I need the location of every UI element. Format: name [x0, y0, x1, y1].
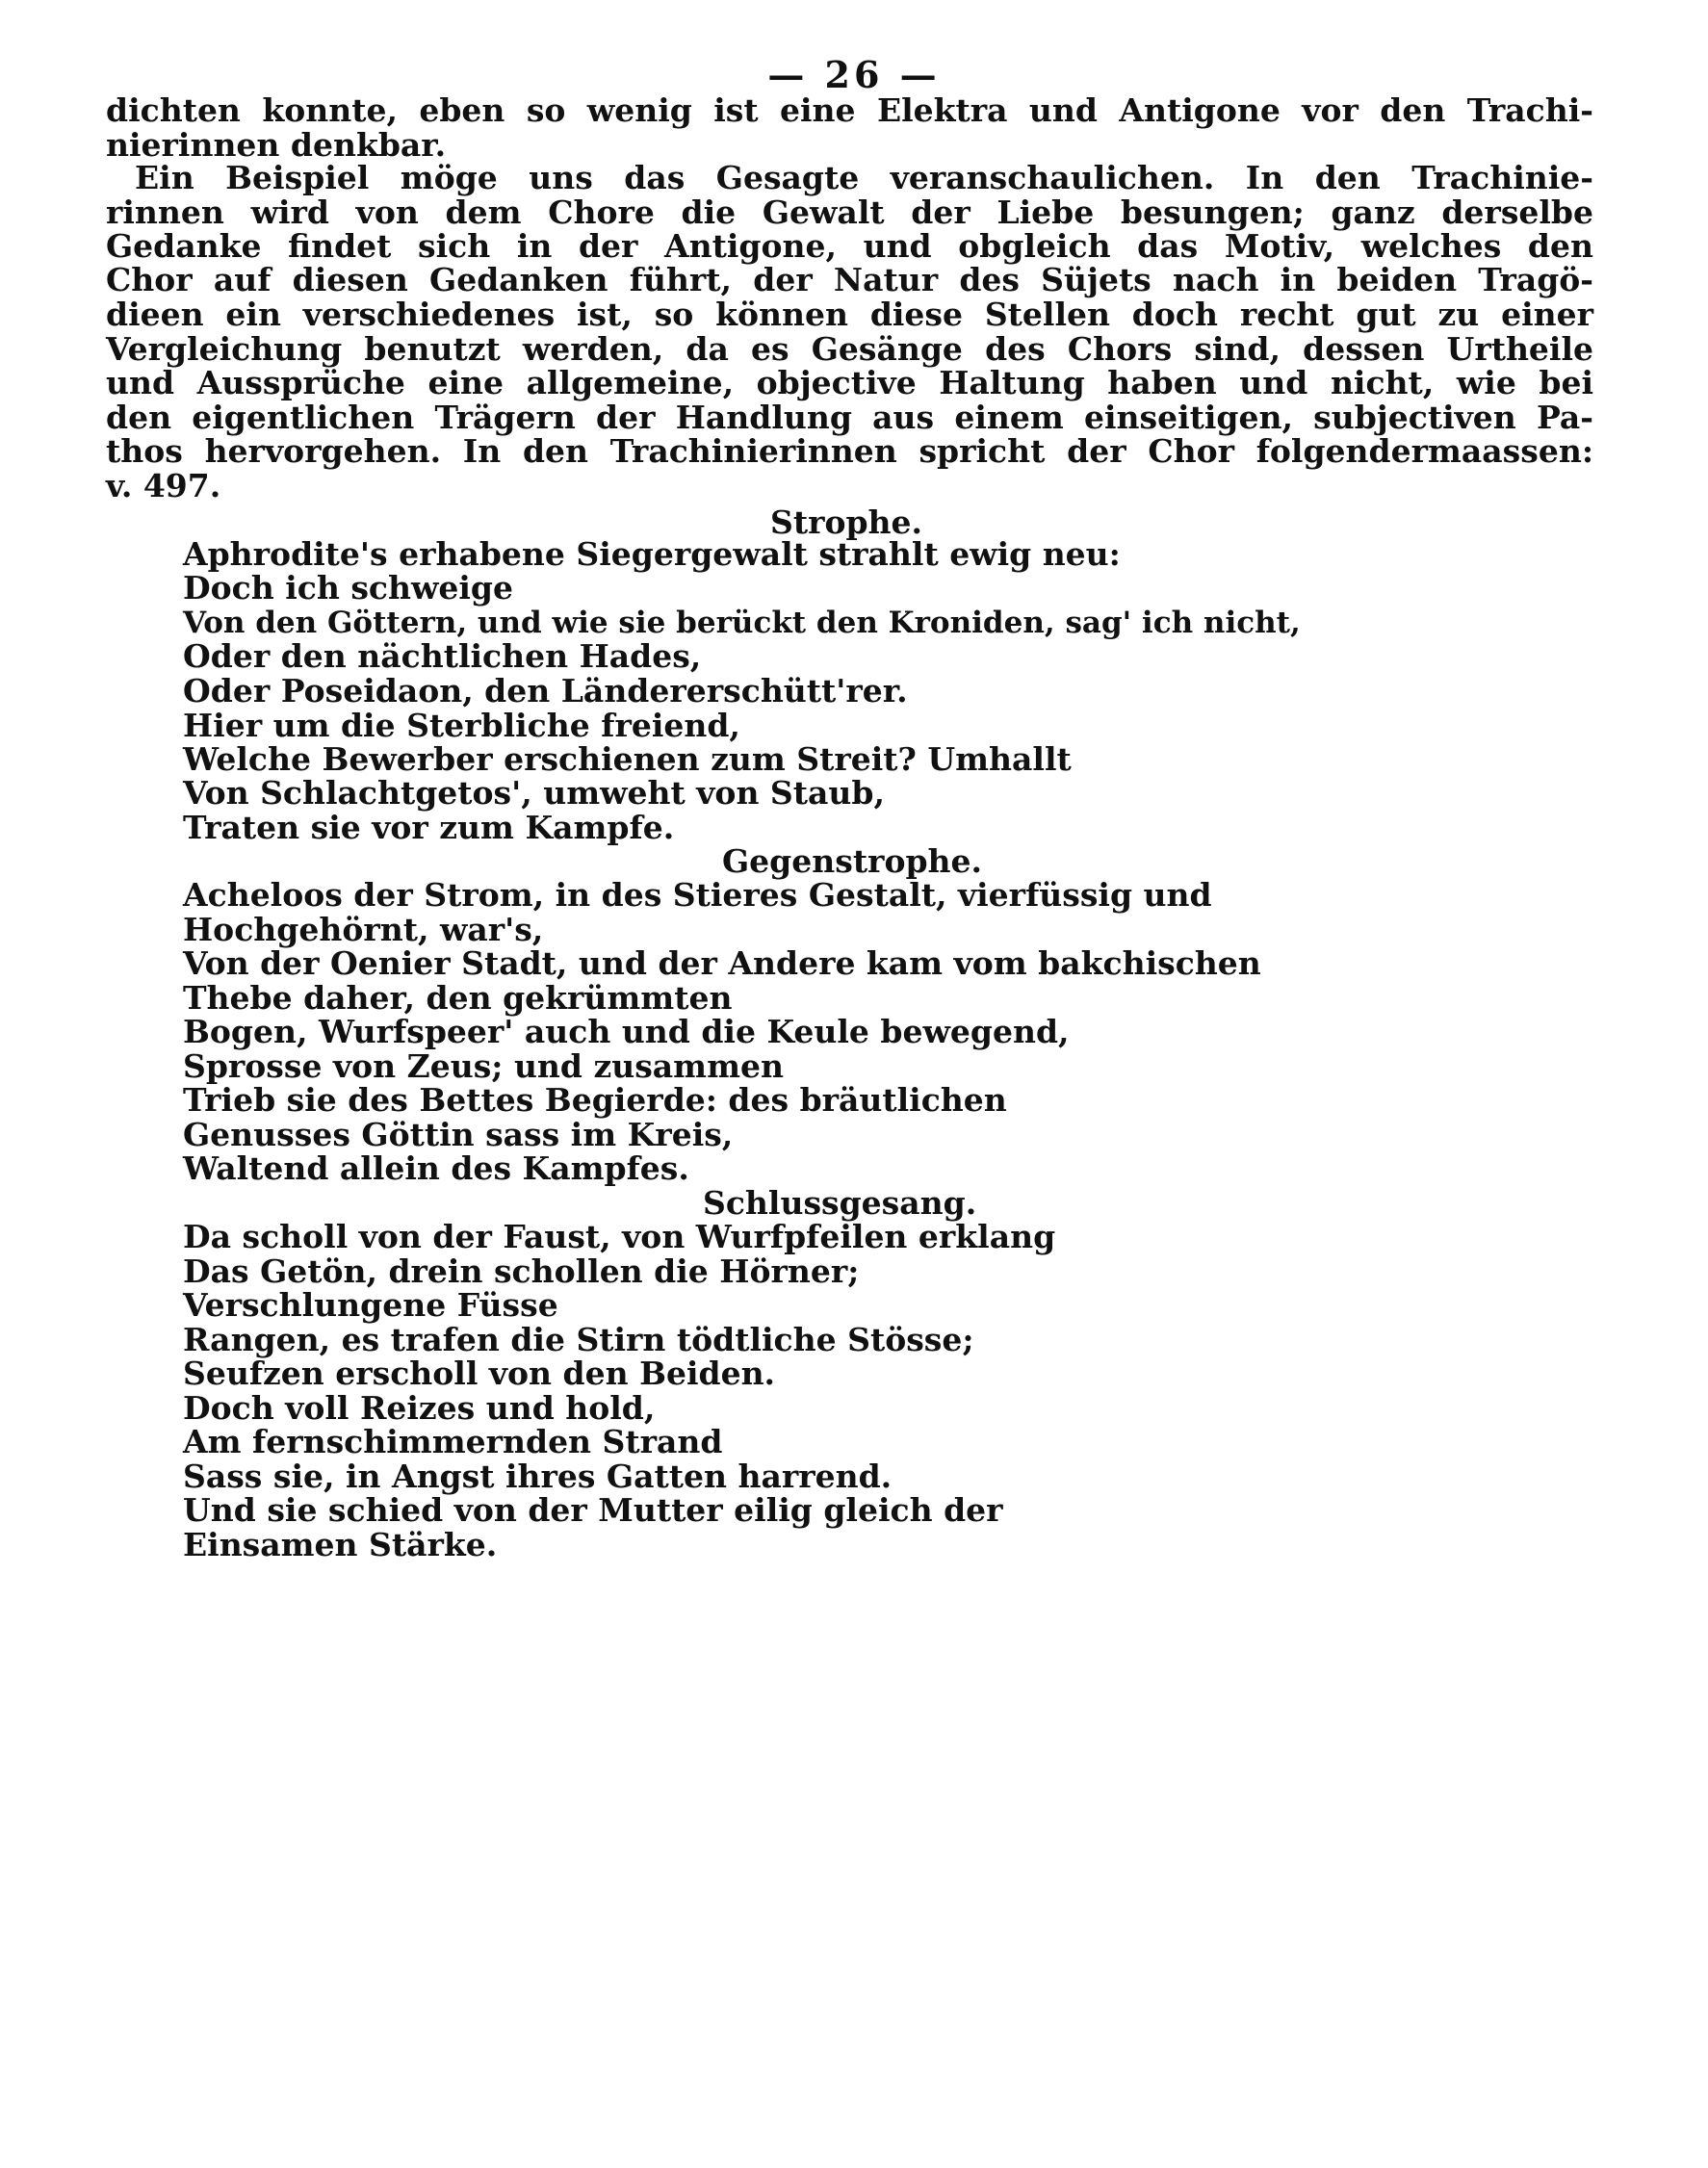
- verse-line: Und sie schied von der Mutter eilig gleich der: [183, 1491, 1003, 1529]
- prose-line: den eigentlichen Trägern der Handlung aus einem einseitigen, subjectiven Pa-: [106, 399, 1593, 436]
- verse-line: Trieb sie des Bettes Begierde: des bräutlichen: [183, 1081, 1007, 1119]
- prose-line: thos hervorgehen. In den Trachinierinnen spricht der Chor folgendermaassen:: [106, 432, 1593, 470]
- verse-line: Welche Bewerber erschienen zum Streit? Umhallt: [183, 740, 1072, 778]
- gegenstrophe-heading: Gegenstrophe.: [722, 842, 983, 880]
- verse-line: Verschlungene Füsse: [183, 1286, 558, 1324]
- prose-line: nierinnen denkbar.: [106, 126, 447, 164]
- verse-line: Von der Oenier Stadt, und der Andere kam vom bakchischen: [183, 944, 1261, 982]
- verse-line: Traten sie vor zum Kampfe.: [183, 809, 675, 846]
- verse-line: Aphrodite's erhabene Siegergewalt strahlt ewig neu:: [183, 535, 1121, 573]
- verse-line: Am fernschimmernden Strand: [183, 1423, 723, 1460]
- prose-line: v. 497.: [106, 467, 221, 504]
- strophe-heading: Strophe.: [770, 503, 923, 541]
- verse-line: Das Getön, drein schollen die Hörner;: [183, 1252, 860, 1290]
- prose-line: Chor auf diesen Gedanken führt, der Natur des Süjets nach in beiden Tragö-: [106, 261, 1593, 298]
- verse-line: Hier um die Sterbliche freiend,: [183, 707, 740, 744]
- schlussgesang-heading: Schlussgesang.: [703, 1184, 977, 1222]
- verse-line: Seufzen erscholl von den Beiden.: [183, 1355, 776, 1392]
- page-number: — 26 —: [767, 53, 941, 96]
- verse-line: Waltend allein des Kampfes.: [183, 1149, 689, 1187]
- verse-line: Oder Poseidaon, den Ländererschütt'rer.: [183, 672, 908, 710]
- prose-line: Gedanke findet sich in der Antigone, und obgleich das Motiv, welches den: [106, 227, 1593, 265]
- verse-line: Oder den nächtlichen Hades,: [183, 637, 702, 675]
- verse-line: Sass sie, in Angst ihres Gatten harrend.: [183, 1458, 893, 1495]
- verse-line: Bogen, Wurfspeer' auch und die Keule bewegend,: [183, 1013, 1070, 1050]
- prose-line: dieen ein verschiedenes ist, so können diese Stellen doch recht gut zu einer: [106, 296, 1593, 333]
- verse-line: Doch ich schweige: [183, 569, 513, 607]
- prose-line: Ein Beispiel möge uns das Gesagte veranschaulichen. In den Trachinie-: [135, 159, 1593, 196]
- verse-line: Acheloos der Strom, in des Stieres Gestalt, vierfüssig und: [183, 876, 1212, 914]
- verse-line: Doch voll Reizes und hold,: [183, 1389, 656, 1427]
- prose-line: rinnen wird von dem Chore die Gewalt der Liebe besungen; ganz derselbe: [106, 194, 1593, 231]
- verse-line: Sprosse von Zeus; und zusammen: [183, 1047, 785, 1085]
- prose-line: und Aussprüche eine allgemeine, objective Haltung haben und nicht, wie bei: [106, 364, 1593, 401]
- prose-line: Vergleichung benutzt werden, da es Gesänge des Chors sind, dessen Urtheile: [106, 330, 1593, 368]
- verse-line: Thebe daher, den gekrümmten: [183, 979, 733, 1017]
- prose-line: dichten konnte, eben so wenig ist eine Elektra und Antigone vor den Trachi-: [106, 91, 1593, 129]
- verse-line: Einsamen Stärke.: [183, 1526, 498, 1563]
- verse-line: Von Schlachtgetos', umweht von Staub,: [183, 774, 885, 812]
- verse-line: Von den Göttern, und wie sie berückt den Kroniden, sag' ich nicht,: [183, 606, 1301, 640]
- verse-line: Rangen, es trafen die Stirn tödtliche Stösse;: [183, 1321, 974, 1358]
- verse-line: Da scholl von der Faust, von Wurfpfeilen erklang: [183, 1218, 1056, 1255]
- verse-line: Hochgehörnt, war's,: [183, 911, 544, 948]
- verse-line: Genusses Göttin sass im Kreis,: [183, 1116, 734, 1153]
